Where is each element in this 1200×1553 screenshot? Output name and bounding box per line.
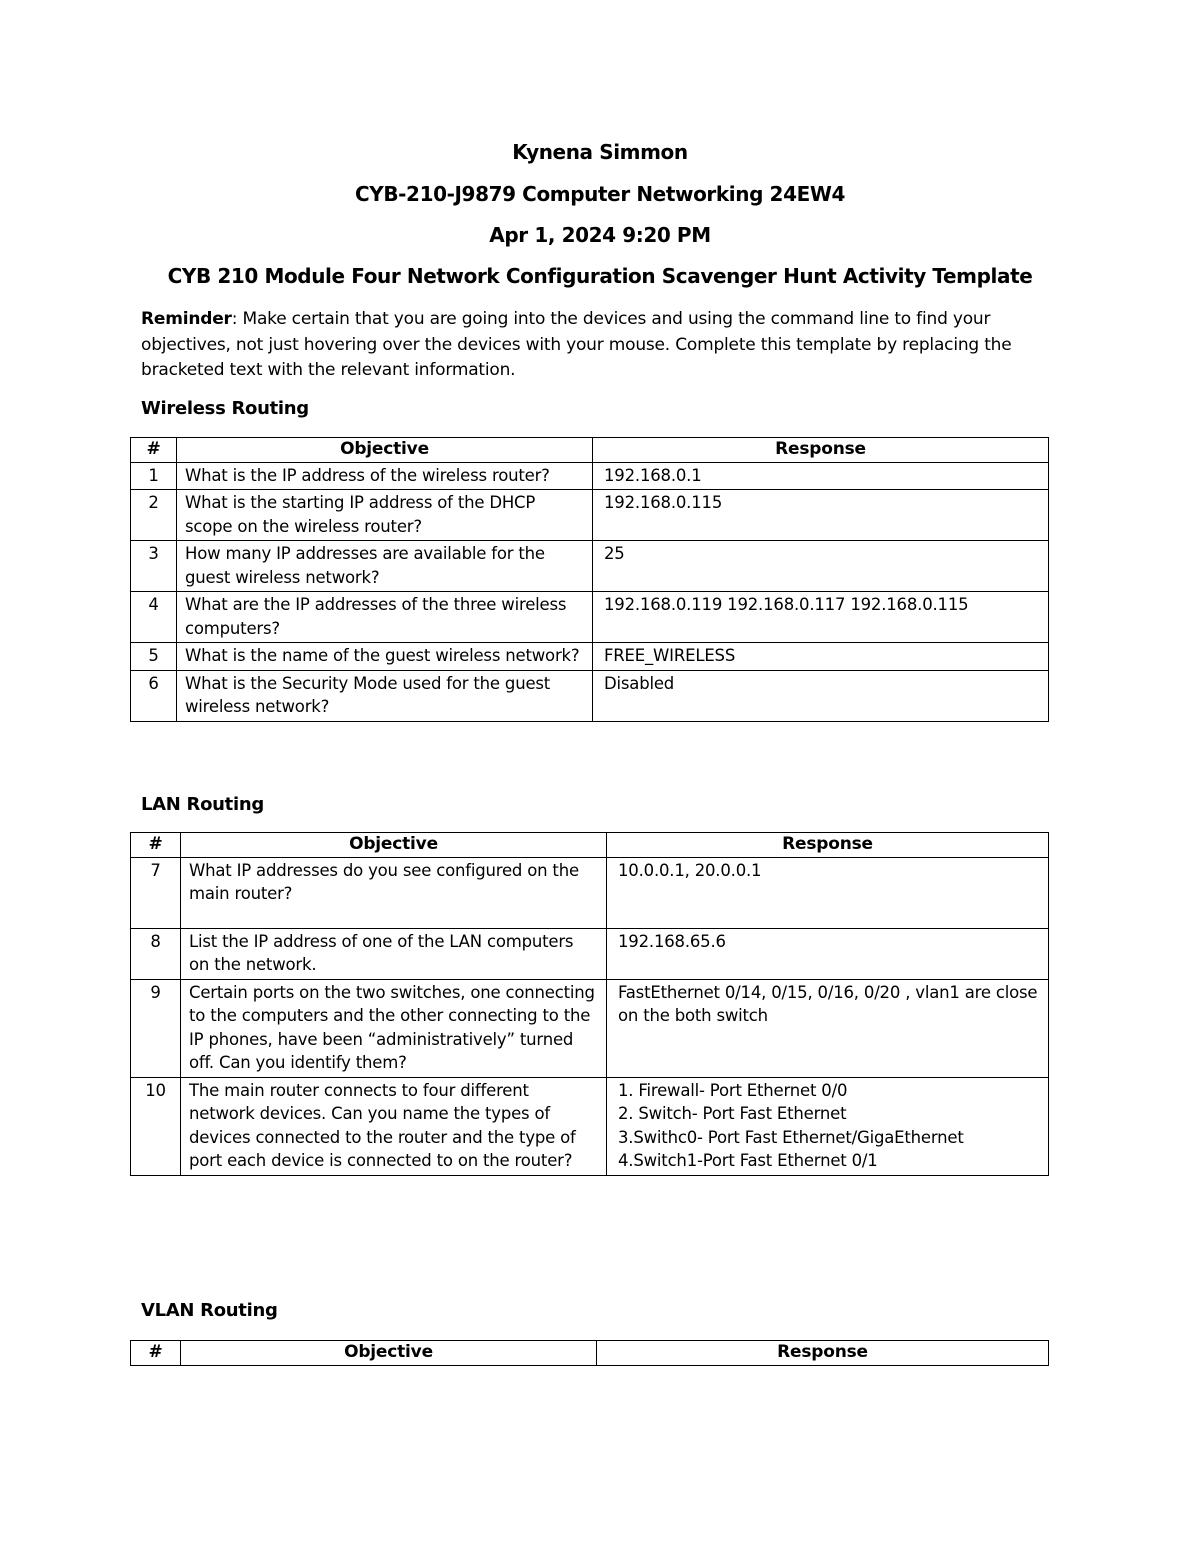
table-header-row [131, 438, 1049, 463]
row-number: 2 [131, 490, 177, 541]
reminder-paragraph [141, 307, 1056, 384]
row-number: 5 [131, 643, 177, 671]
table-row [131, 979, 1049, 1077]
section-heading-lan: LAN Routing [141, 794, 264, 815]
row-response: 192.168.0.1 [593, 462, 1049, 490]
table-row [131, 462, 1049, 490]
row-response: 192.168.0.115 [593, 490, 1049, 541]
table-row [131, 643, 1049, 671]
table-header-row [131, 833, 1049, 858]
row-objective: What is the Security Mode used for the guest wireless network? [177, 670, 593, 721]
row-response: FastEthernet 0/14, 0/15, 0/16, 0/20 , vlan1 are close on the both switch [607, 979, 1049, 1077]
document-title: CYB 210 Module Four Network Configuration Scavenger Hunt Activity Template [167, 264, 1033, 288]
wireless-routing-table [130, 437, 1049, 722]
table-row [131, 592, 1049, 643]
row-objective: What is the name of the guest wireless network? [177, 643, 593, 671]
row-response: 10.0.0.1, 20.0.0.1 [607, 857, 1049, 928]
response-line: 4.Switch1-Port Fast Ethernet 0/1 [618, 1151, 878, 1170]
row-response: 192.168.65.6 [607, 928, 1049, 979]
course-title: CYB-210-J9879 Computer Networking 24EW4 [354, 182, 846, 206]
row-number: 7 [131, 857, 181, 928]
row-number: 1 [131, 462, 177, 490]
table-row [131, 490, 1049, 541]
row-objective: What is the starting IP address of the DHCP scope on the wireless router? [177, 490, 593, 541]
row-response: FREE_WIRELESS [593, 643, 1049, 671]
row-number: 3 [131, 541, 177, 592]
row-objective: List the IP address of one of the LAN computers on the network. [181, 928, 607, 979]
table-row [131, 670, 1049, 721]
lan-routing-table [130, 832, 1049, 1176]
column-header-objective: Objective [181, 833, 607, 858]
table-row [131, 928, 1049, 979]
response-line: 3.Swithc0- Port Fast Ethernet/GigaEthernet [618, 1127, 964, 1147]
table-row [131, 857, 1049, 928]
column-header-num: # [131, 1341, 181, 1366]
response-line: 1. Firewall- Port Ethernet 0/0 [618, 1080, 848, 1100]
table-header-row [131, 1341, 1049, 1366]
row-objective: How many IP addresses are available for the guest wireless network? [177, 541, 593, 592]
reminder-label: Reminder [141, 309, 232, 329]
row-response [607, 1077, 1049, 1175]
column-header-objective: Objective [181, 1341, 597, 1366]
row-objective: What IP addresses do you see configured on the main router? [181, 857, 607, 928]
column-header-response: Response [597, 1341, 1049, 1366]
author-name: Kynena Simmon [512, 140, 688, 164]
row-number: 4 [131, 592, 177, 643]
section-heading-wireless: Wireless Routing [141, 398, 309, 419]
row-number: 8 [131, 928, 181, 979]
row-number: 6 [131, 670, 177, 721]
row-objective: The main router connects to four different network devices. Can you name the types of devices connected to the router and the type of port each device is connected to on the router? [181, 1077, 607, 1175]
column-header-response: Response [593, 438, 1049, 463]
vlan-routing-table [130, 1340, 1049, 1366]
table-row [131, 1077, 1049, 1175]
column-header-response: Response [607, 833, 1049, 858]
column-header-num: # [131, 833, 181, 858]
row-number: 9 [131, 979, 181, 1077]
row-response: 25 [593, 541, 1049, 592]
row-response: 192.168.0.119 192.168.0.117 192.168.0.115 [593, 592, 1049, 643]
row-objective: Certain ports on the two switches, one connecting to the computers and the other connecting to the IP phones, have been “administratively” turned off. Can you identify them? [181, 979, 607, 1077]
column-header-num: # [131, 438, 177, 463]
row-response: Disabled [593, 670, 1049, 721]
row-objective: What is the IP address of the wireless router? [177, 462, 593, 490]
section-heading-vlan: VLAN Routing [141, 1300, 278, 1321]
row-number: 10 [131, 1077, 181, 1175]
reminder-text: : Make certain that you are going into the devices and using the command line to find your objectives, not just hovering over the devices with your mouse. Complete this template by replacing the bracketed text with the relevant information. [141, 309, 1012, 380]
table-row [131, 541, 1049, 592]
response-line: 2. Switch- Port Fast Ethernet [618, 1104, 847, 1123]
column-header-objective: Objective [177, 438, 593, 463]
submission-datetime: Apr 1, 2024 9:20 PM [489, 223, 711, 247]
row-objective: What are the IP addresses of the three wireless computers? [177, 592, 593, 643]
